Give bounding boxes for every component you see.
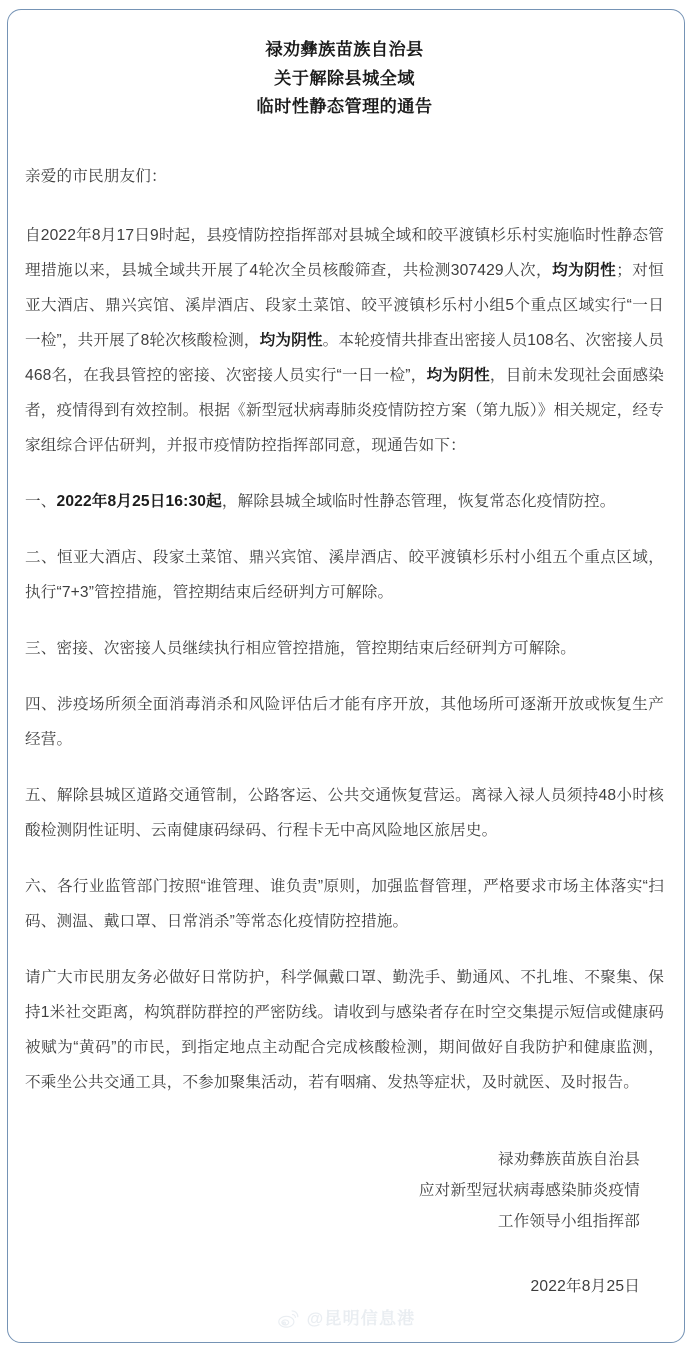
clause-item-3 [25, 631, 664, 666]
clause-prefix: 五、 [25, 786, 57, 804]
intro-segment-4: ，目前未发现社会面感染者，疫情得到有效控制。根据《新型冠状病毒肺炎疫情防控方案（第九版）》相关规定，经专家组综合评估研判，并报市疫情防控指挥部同意，现通告如下： [25, 366, 664, 454]
intro-bold-1: 均为阴性 [552, 261, 617, 279]
clause-bold: 2022年8月25日16:30起 [56, 492, 222, 510]
salutation: 亲爱的市民朋友们： [25, 167, 167, 185]
title-line-1: 禄劝彝族苗族自治县 [265, 39, 424, 59]
clause-text: 涉疫场所须全面消毒消杀和风险评估后才能有序开放，其他场所可逐渐开放或恢复生产经营。 [25, 695, 664, 748]
document-body [25, 159, 664, 1100]
notice-card [7, 9, 685, 1343]
clause-text: 恒亚大酒店、段家土菜馆、鼎兴宾馆、溪岸酒店、皎平渡镇杉乐村小组五个重点区域，执行“7+3”管控措施，管控期结束后经研判方可解除。 [25, 548, 664, 601]
title-line-3: 临时性静态管理的通告 [256, 96, 433, 116]
clause-item-2 [25, 540, 664, 610]
clause-item-1 [25, 484, 664, 519]
clause-text: 密接、次密接人员继续执行相应管控措施，管控期结束后经研判方可解除。 [56, 639, 577, 657]
clause-item-4 [25, 687, 664, 757]
weibo-logo-icon [277, 1307, 300, 1330]
clause-item-6 [25, 869, 664, 939]
watermark [8, 1307, 684, 1330]
intro-segment-2: ；对恒亚大酒店、鼎兴宾馆、溪岸酒店、段家土菜馆、皎平渡镇杉乐村小组5个重点区域实行“一日一检”，共开展了8轮次核酸检测， [25, 261, 664, 349]
clause-prefix: 一、 [25, 492, 57, 510]
signature-block [25, 1144, 664, 1237]
clause-text: 各行业监管部门按照“谁管理、谁负责”原则，加强监督管理，严格要求市场主体落实“扫码、测温、戴口罩、日常消杀”等常态化疫情防控措施。 [25, 877, 664, 930]
watermark-handle: @昆明信息港 [306, 1309, 416, 1328]
intro-paragraph [25, 218, 664, 463]
signature-line-3: 工作领导小组指挥部 [497, 1212, 640, 1230]
signature-date: 2022年8月25日 [530, 1277, 640, 1295]
closing-paragraph: 请广大市民朋友务必做好日常防护，科学佩戴口罩、勤洗手、勤通风、不扎堆、不聚集、保持1米社交距离，构筑群防群控的严密防线。请收到与感染者存在时空交集提示短信或健康码被赋为“黄码”的市民，到指定地点主动配合完成核酸检测，期间做好自我防护和健康监测，不乘坐公共交通工具，不参加聚集活动，若有咽痛、发热等症状，及时就医、及时报告。 [25, 968, 664, 1091]
clause-prefix: 二、 [25, 548, 57, 566]
intro-segment-1: 自2022年8月17日9时起，县疫情防控指挥部对县城全域和皎平渡镇杉乐村实施临时性静态管理措施以来，县城全域共开展了4轮次全员核酸筛查，共检测307429人次， [25, 226, 664, 279]
clause-prefix: 四、 [25, 695, 57, 713]
clause-prefix: 三、 [25, 639, 57, 657]
title-line-2: 关于解除县城全域 [274, 67, 415, 88]
intro-bold-3: 均为阴性 [426, 366, 490, 384]
intro-segment-3: 。本轮疫情共排查出密接人员108名、次密接人员468名，在我县管控的密接、次密接人员实行“一日一检”， [25, 331, 664, 384]
signature-line-1: 禄劝彝族苗族自治县 [497, 1150, 640, 1168]
clause-text: 解除县城区道路交通管制，公路客运、公共交通恢复营运。离禄入禄人员须持48小时核酸检测阴性证明、云南健康码绿码、行程卡无中高风险地区旅居史。 [25, 786, 664, 839]
signature-line-2: 应对新型冠状病毒感染肺炎疫情 [418, 1181, 640, 1199]
intro-bold-2: 均为阴性 [259, 331, 323, 349]
notice-content-area [8, 10, 684, 1342]
clause-item-5 [25, 778, 664, 848]
clause-text: ，解除县城全域临时性静态管理，恢复常态化疫情防控。 [221, 492, 616, 510]
page-title [25, 35, 664, 121]
clause-prefix: 六、 [25, 877, 57, 895]
